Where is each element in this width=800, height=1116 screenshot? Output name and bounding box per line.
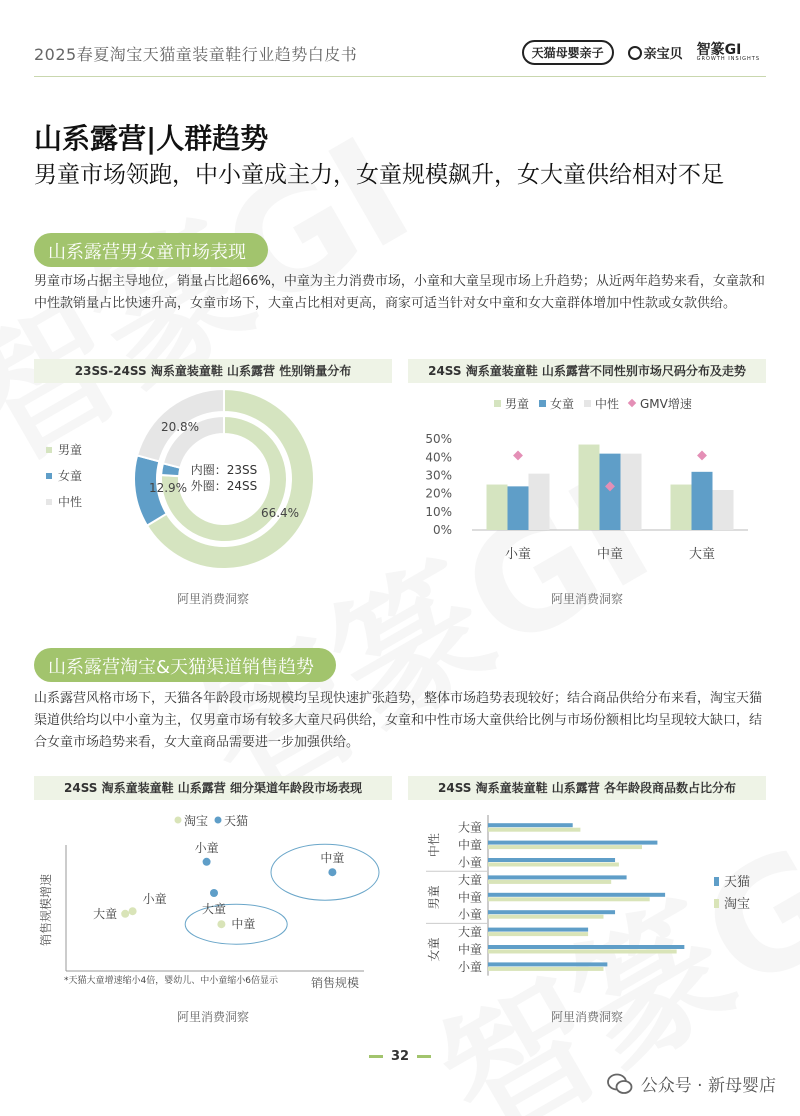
chart1-value-label-2: 20.8% [160,420,200,434]
logo-bar [522,40,760,65]
chart3-point-label-2: 中童 [320,851,345,866]
chart2-bar-中性-中童 [621,454,642,530]
page-number: 32 [390,1048,410,1064]
chart4-category-8: 小童 [457,959,482,974]
chart2-xtick-2: 大童 [688,547,716,562]
chart2-bar-男童-小童 [487,485,508,530]
chart4-bar-天猫-7 [488,945,684,949]
chart2-legend-swatch-2 [584,400,591,407]
chart3-point-1 [210,889,218,897]
chart4-bar-淘宝-5 [488,915,604,919]
chart2-legend-label-2: 中性 [595,397,620,411]
chart1-legend-swatch-0 [46,447,52,453]
wechat-label: 公众号 · 新母婴店 [640,1076,776,1096]
chart1-title: 23SS-24SS 淘系童装童鞋 山系露营 性别销量分布 [34,359,392,383]
chart3-legend-swatch-1 [215,817,222,824]
growth-insights-logo [697,43,760,62]
chart2-bar-中性-大童 [713,490,734,530]
chart2-gmv-marker-小童 [513,451,523,461]
chart1-center-label-0: 内圈：23SS [190,463,258,477]
wechat-account[interactable] [607,1071,776,1096]
chart3-title: 24SS 淘系童装童鞋 山系露营 细分渠道年龄段市场表现 [34,776,392,800]
chart4-legend-label-0: 天猫 [724,875,751,890]
chart3-xlabel: 销售规模 [310,976,359,990]
qinbaobei-icon [628,46,642,60]
qinbaobei-logo [628,43,683,62]
chart1-legend-label-1: 女童 [58,469,83,483]
chart4-bar-淘宝-2 [488,863,619,867]
qinbaobei-logo-text: 亲宝贝 [643,47,683,62]
chart4-category-5: 小童 [457,907,482,922]
chart3-point-label-5: 中童 [231,917,256,932]
chart4-bar-淘宝-1 [488,845,642,849]
chart3-point-0 [203,858,211,866]
chart1-value-label-1: 12.9% [148,481,188,495]
chart2-gmv-marker-大童 [697,451,707,461]
chart2-ytick-2: 20% [425,486,452,501]
chart1-legend-label-0: 男童 [58,443,83,457]
chart2-bar-男童-大童 [671,485,692,530]
chart1-legend-swatch-1 [46,473,52,479]
channel-scatter-chart [34,805,392,995]
chart4-bar-淘宝-3 [488,880,611,884]
chart2-title: 24SS 淘系童装童鞋 山系露营不同性别市场尺码分布及走势 [408,359,766,383]
chart4-bar-天猫-1 [488,841,657,845]
chart3-point-4 [121,910,129,918]
page-number-block [368,1047,432,1065]
page-title: 山系露营|人群趋势 [34,122,269,155]
wechat-icon [607,1073,633,1095]
chart3-point-3 [129,907,137,915]
chart2-bar-女童-小童 [508,486,529,530]
section1-text: 男童市场占据主导地位，销量占比超66%，中童为主力消费市场，小童和大童呈现市场上升趋势；从近两年趋势来看，女童款和中性款销量占比快速升高，女童市场下，大童占比相对更高，商家可适当针对女中童和女大童群体增加中性款或女款供给。 [34,274,765,311]
chart1-value-label-0: 66.4% [260,506,300,520]
section1-heading: 山系露营男女童市场表现 [34,233,268,267]
chart2-legend-label-0: 男童 [505,397,530,411]
chart4-group-2: 女童 [427,937,441,962]
size-distribution-bar-chart [408,388,766,580]
chart3-point-label-4: 大童 [93,906,118,921]
chart2-legend-swatch-3 [628,399,636,407]
chart4-title: 24SS 淘系童装童鞋 山系露营 各年龄段商品数占比分布 [408,776,766,800]
chart2-ytick-1: 10% [425,504,452,519]
chart3-legend-label-1: 天猫 [224,814,249,828]
chart4-category-6: 大童 [457,925,482,940]
chart4-bar-淘宝-7 [488,950,677,954]
page-header [0,0,800,78]
product-share-bar-chart [408,805,766,995]
chart4-bar-天猫-3 [488,875,627,879]
chart4-bar-天猫-6 [488,928,588,932]
page-number-dash-left [369,1055,383,1058]
chart2-source: 阿里消费洞察 [550,592,623,606]
chart2-xtick-0: 小童 [504,547,532,562]
chart3-legend-swatch-0 [175,817,182,824]
chart4-bar-天猫-4 [488,893,665,897]
chart2-ytick-0: 0% [432,523,452,537]
chart2-xtick-1: 中童 [596,547,624,562]
tmall-logo: 天猫母婴亲子 [522,40,614,65]
chart1-source: 阿里消费洞察 [176,592,249,606]
chart2-bar-中性-小童 [529,474,550,530]
chart3-point-label-1: 大童 [201,902,227,916]
chart4-category-1: 中童 [457,838,482,853]
chart2-legend-swatch-0 [494,400,501,407]
chart4-bar-淘宝-4 [488,897,650,901]
chart4-legend-label-1: 淘宝 [724,897,751,912]
chart2-legend-label-1: 女童 [550,397,575,411]
chart1-legend-label-2: 中性 [58,495,83,509]
chart4-group-1: 男童 [427,885,441,910]
section2-text: 山系露营风格市场下，天猫各年龄段市场规模均呈现快速扩张趋势，整体市场趋势表现较好；结合商品供给分布来看，淘宝天猫渠道供给均以中小童为主，仅男童市场有较多大童尺码供给，女童和中性市场大童供给比例与市场份额相比均呈现较大缺口，结合女童市场趋势来看，女大童商品需要进一步加强供给。 [34,691,763,750]
document-title: 2025春夏淘宝天猫童装童鞋行业趋势白皮书 [34,45,358,64]
header-divider [34,76,766,77]
chart2-bar-女童-中童 [600,454,621,530]
chart4-category-3: 大童 [457,872,482,887]
chart4-bar-淘宝-0 [488,828,580,832]
chart4-category-2: 小童 [457,855,482,870]
gender-donut-chart [34,388,392,580]
chart2-ytick-5: 50% [425,432,452,447]
page-subtitle: 男童市场领跑，中小童成主力，女童规模飙升，女大童供给相对不足 [34,162,724,188]
chart4-bar-淘宝-8 [488,967,604,971]
page-number-dash-right [417,1055,431,1058]
growth-insights-logo-sub: GROWTH INSIGHTS [696,56,760,62]
chart2-ytick-3: 30% [425,468,452,483]
chart1-legend-swatch-2 [46,499,52,505]
chart3-point-2 [328,868,336,876]
chart4-source: 阿里消费洞察 [550,1010,623,1024]
chart4-category-7: 中童 [457,942,482,957]
chart3-point-label-0: 小童 [194,840,219,855]
chart4-bar-天猫-5 [488,910,615,914]
chart4-bar-天猫-8 [488,962,607,966]
chart4-category-4: 中童 [457,890,482,905]
chart2-bar-女童-大童 [692,472,713,530]
chart3-point-5 [217,920,225,928]
chart3-point-label-3: 小童 [142,892,167,907]
chart4-legend-swatch-0 [714,877,719,886]
chart4-bar-天猫-2 [488,858,615,862]
chart4-bar-天猫-0 [488,823,573,827]
chart2-ytick-4: 40% [425,450,452,465]
chart4-group-0: 中性 [427,833,441,858]
chart3-legend-label-0: 淘宝 [184,814,209,828]
chart4-legend-swatch-1 [714,899,719,908]
chart1-center-label-1: 外圈：24SS [190,479,258,493]
chart4-category-0: 大童 [457,820,482,835]
chart2-legend-swatch-1 [539,400,546,407]
chart3-ylabel: 销售规模增速 [39,873,53,947]
chart2-bar-男童-中童 [579,445,600,530]
chart3-source: 阿里消费洞察 [176,1010,249,1024]
chart4-bar-淘宝-6 [488,932,588,936]
chart3-note: *天猫大童增速缩小4倍，婴幼儿、中小童缩小6倍显示 [64,976,278,986]
growth-insights-logo-text: 智篆GI [696,42,742,58]
section2-heading: 山系露营淘宝&天猫渠道销售趋势 [34,648,336,682]
chart2-legend-label-3: GMV增速 [640,397,692,411]
